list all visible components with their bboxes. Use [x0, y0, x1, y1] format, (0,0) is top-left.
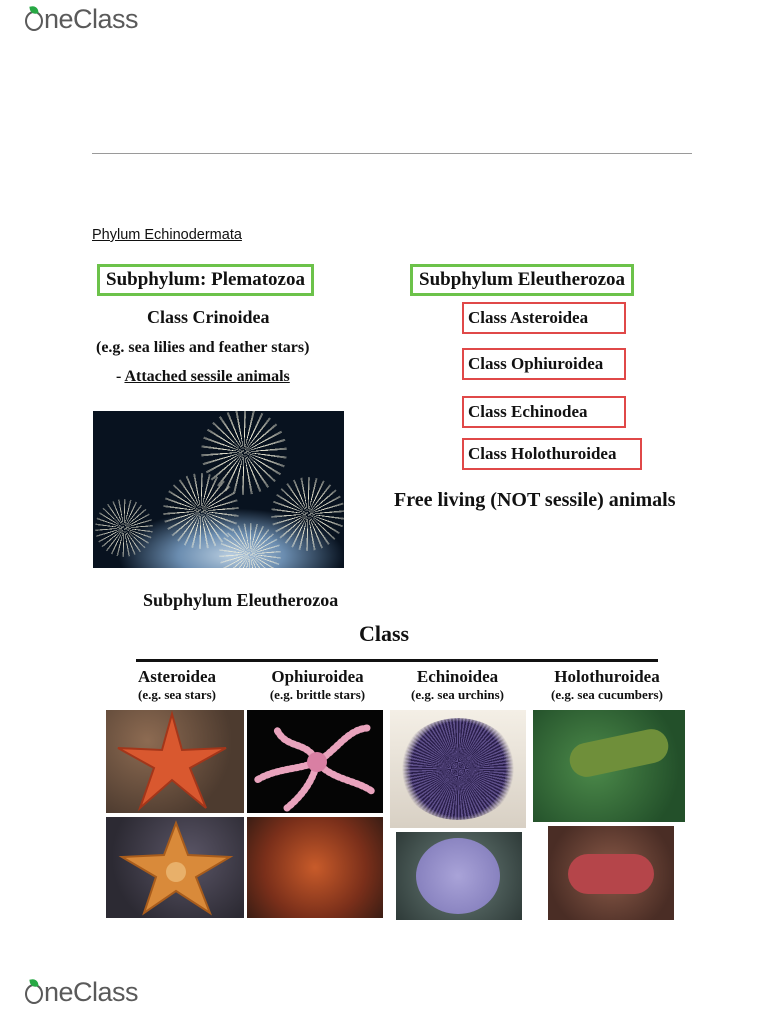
plematozoa-header: Subphylum: Plematozoa — [97, 264, 314, 296]
brittle-star-photo-1 — [247, 710, 383, 813]
logo-text: neClass — [44, 4, 139, 34]
column-asteroidea-header — [118, 667, 236, 703]
logo-o-icon — [25, 11, 43, 31]
column-example: (e.g. sea urchins) — [411, 687, 504, 702]
sea-star-photo-2 — [106, 817, 244, 918]
sessile-note-prefix: - — [116, 368, 125, 385]
logo-text: neClass — [44, 977, 139, 1007]
oneclass-logo-top — [25, 4, 138, 35]
class-asteroidea-box: Class Asteroidea — [462, 302, 626, 334]
crinoidea-example: (e.g. sea lilies and feather stars) — [96, 339, 310, 356]
class-ophiuroidea-box: Class Ophiuroidea — [462, 348, 626, 380]
column-name: Asteroidea — [137, 667, 217, 686]
crinoid-photo — [93, 411, 344, 568]
sand-dollar-shape — [416, 838, 500, 914]
column-echinoidea-header — [395, 667, 520, 703]
leaf-icon — [29, 978, 38, 987]
brittle-star-icon — [247, 710, 383, 813]
eleutherozoa-header: Subphylum Eleutherozoa — [410, 264, 634, 296]
class-divider — [136, 659, 658, 662]
cushion-star-icon — [106, 817, 244, 918]
column-holothuroidea-header — [532, 667, 682, 703]
sea-urchin-photo — [390, 710, 526, 828]
sea-cucumber-shape — [568, 854, 654, 894]
header-divider — [92, 153, 692, 154]
document-heading: Phylum Echinodermata — [92, 227, 242, 243]
crinoidea-class-label: Class Crinoidea — [147, 307, 270, 327]
column-example: (e.g. sea cucumbers) — [551, 687, 663, 702]
urchin-spines — [398, 718, 518, 820]
column-ophiuroidea-header — [250, 667, 385, 703]
column-example: (e.g. sea stars) — [138, 687, 216, 702]
figure2-subphylum: Subphylum Eleutherozoa — [143, 590, 339, 610]
sea-cucumber-shape — [567, 726, 672, 780]
figure2-class-title: Class — [359, 621, 410, 646]
sea-star-photo-1 — [106, 710, 244, 813]
sea-cucumber-photo-1 — [533, 710, 685, 822]
brittle-star-photo-2 — [247, 817, 383, 918]
oneclass-logo-bottom — [25, 977, 138, 1008]
free-living-note: Free living (NOT sessile) animals — [394, 489, 676, 511]
sessile-note-text: Attached sessile animals — [124, 368, 290, 385]
column-name: Ophiuroidea — [271, 667, 364, 686]
logo-o-icon — [25, 984, 43, 1004]
sea-cucumber-photo-2 — [548, 826, 674, 920]
feather-star-polyp — [271, 477, 344, 551]
class-echinodea-box: Class Echinodea — [462, 396, 626, 428]
class-holothuroidea-box: Class Holothuroidea — [462, 438, 642, 470]
sand-dollar-photo — [396, 832, 522, 920]
feather-star-polyp — [95, 499, 153, 557]
column-example: (e.g. brittle stars) — [269, 687, 366, 702]
sea-star-icon — [106, 710, 244, 813]
column-name: Echinoidea — [416, 667, 499, 686]
column-name: Holothuroidea — [554, 667, 660, 686]
sessile-note — [116, 368, 290, 386]
leaf-icon — [29, 5, 38, 14]
